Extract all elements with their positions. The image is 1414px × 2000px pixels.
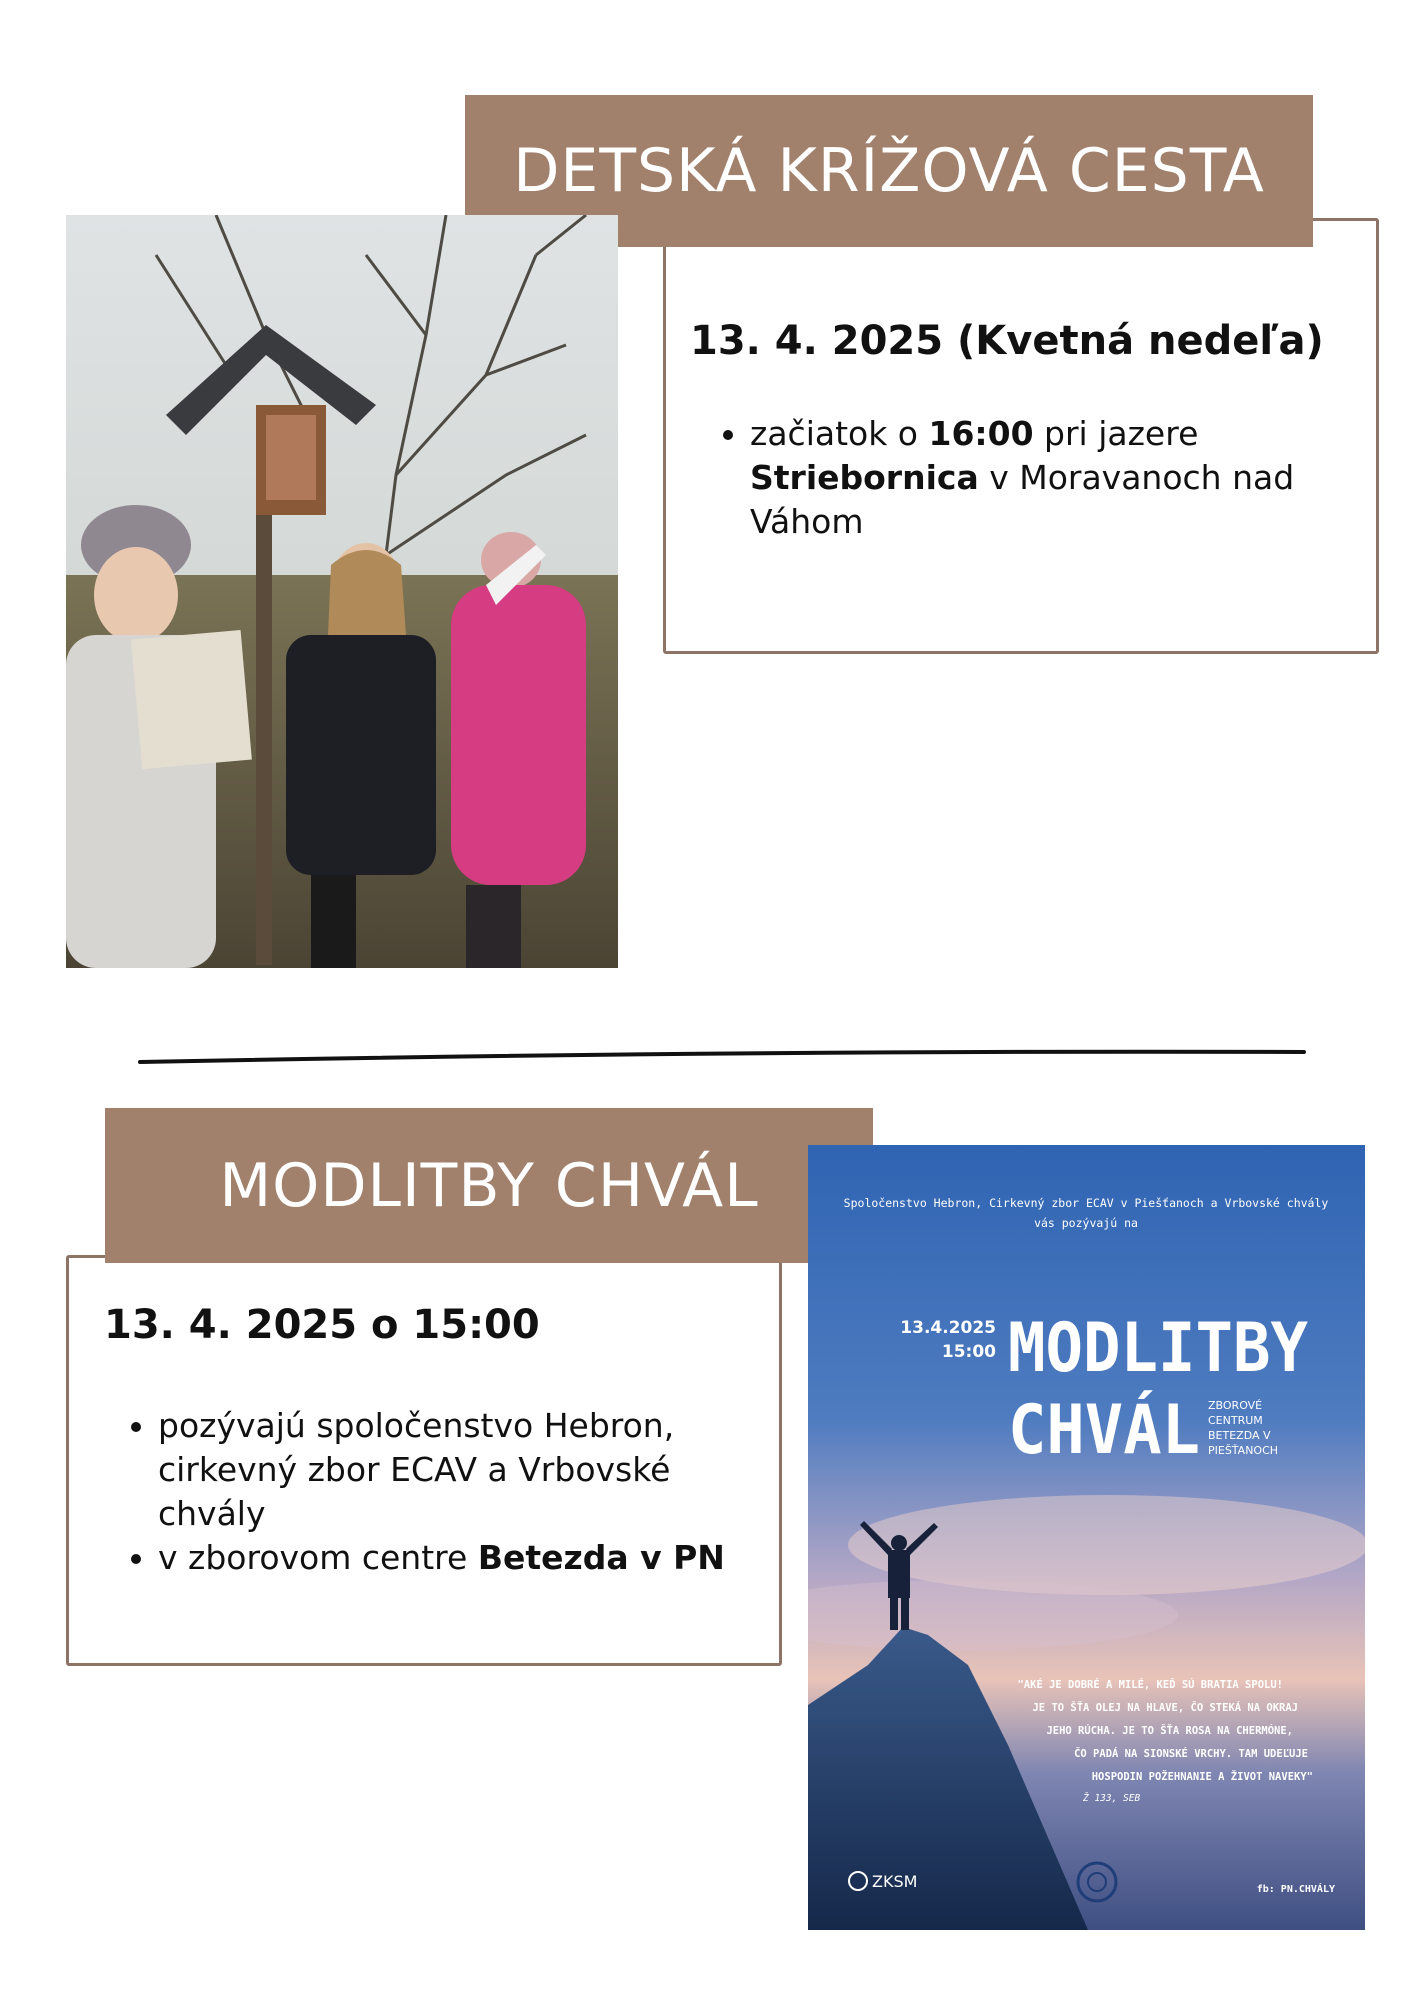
event2-title: MODLITBY CHVÁL [219,1150,759,1221]
event1-title: DETSKÁ KRÍŽOVÁ CESTA [513,136,1265,206]
poster-venue-3: BETEZDA V [1208,1429,1271,1442]
children-stations-photo [66,215,618,968]
poster-intro: Spoločenstvo Hebron, Cirkevný zbor ECAV v Piešťanoch a Vrbovské chvály [843,1196,1329,1210]
event2-bullet-venue [158,1536,778,1580]
poster-quote-4: ČO PADÁ NA SIONSKÉ VRCHY. TAM UDEĽUJE [1074,1748,1308,1760]
venue-prefix: v zborovom centre [158,1538,478,1577]
poster-social: fb: PN.CHVÁLY [1256,1884,1335,1895]
event2-poster [808,1145,1365,1930]
location-prefix: pri jazere [1033,414,1199,453]
start-label: začiatok o [750,414,929,453]
location-suffix: v Moravanoch nad Váhom [750,458,1295,541]
poster-venue-4: PIEŠŤANOCH [1208,1444,1279,1457]
poster-venue-2: CENTRUM [1208,1414,1263,1427]
poster-quote-5: HOSPODIN POŽEHNANIE A ŽIVOT NAVEKY" [1091,1771,1313,1783]
poster-time: 15:00 [941,1342,996,1362]
event2-date: 13. 4. 2025 o 15:00 [104,1302,540,1348]
start-time: 16:00 [928,414,1034,453]
section-divider [138,1040,1308,1070]
poster-venue-1: ZBOROVÉ [1208,1399,1263,1412]
event1-details-list [710,412,1390,544]
event1-date: 13. 4. 2025 (Kvetná nedeľa) [690,318,1324,364]
event2-title-banner [105,1108,873,1263]
poster-date: 13.4.2025 [900,1318,996,1338]
event1-bullet [750,412,1390,544]
event2-details-list [118,1404,778,1580]
location-name: Striebornica [750,458,979,497]
poster-quote-2: JE TO ŠŤA OLEJ NA HLAVE, ČO STEKÁ NA OKRAJ [1032,1702,1298,1714]
poster-logo-left: ZKSM [872,1872,918,1891]
venue-name: Betezda v PN [477,1538,725,1577]
poster-title-2: CHVÁL [1008,1391,1213,1470]
poster-intro-2: vás pozývajú na [1034,1216,1138,1230]
event2-bullet-hosts: • pozývajú spoločenstvo Hebron, cirkevný zbor ECAV a Vrbovské chvály [158,1404,778,1536]
poster-quote-ref: Ž 133, SEB [1083,1793,1141,1804]
poster-title-1: MODLITBY [1008,1309,1309,1388]
poster-quote-3: JEHO RÚCHA. JE TO ŠŤA ROSA NA CHERMÓNE, [1046,1725,1293,1737]
poster-quote-1: "AKÉ JE DOBRÉ A MILÉ, KEĎ SÚ BRATIA SPOLU! [1017,1679,1283,1691]
